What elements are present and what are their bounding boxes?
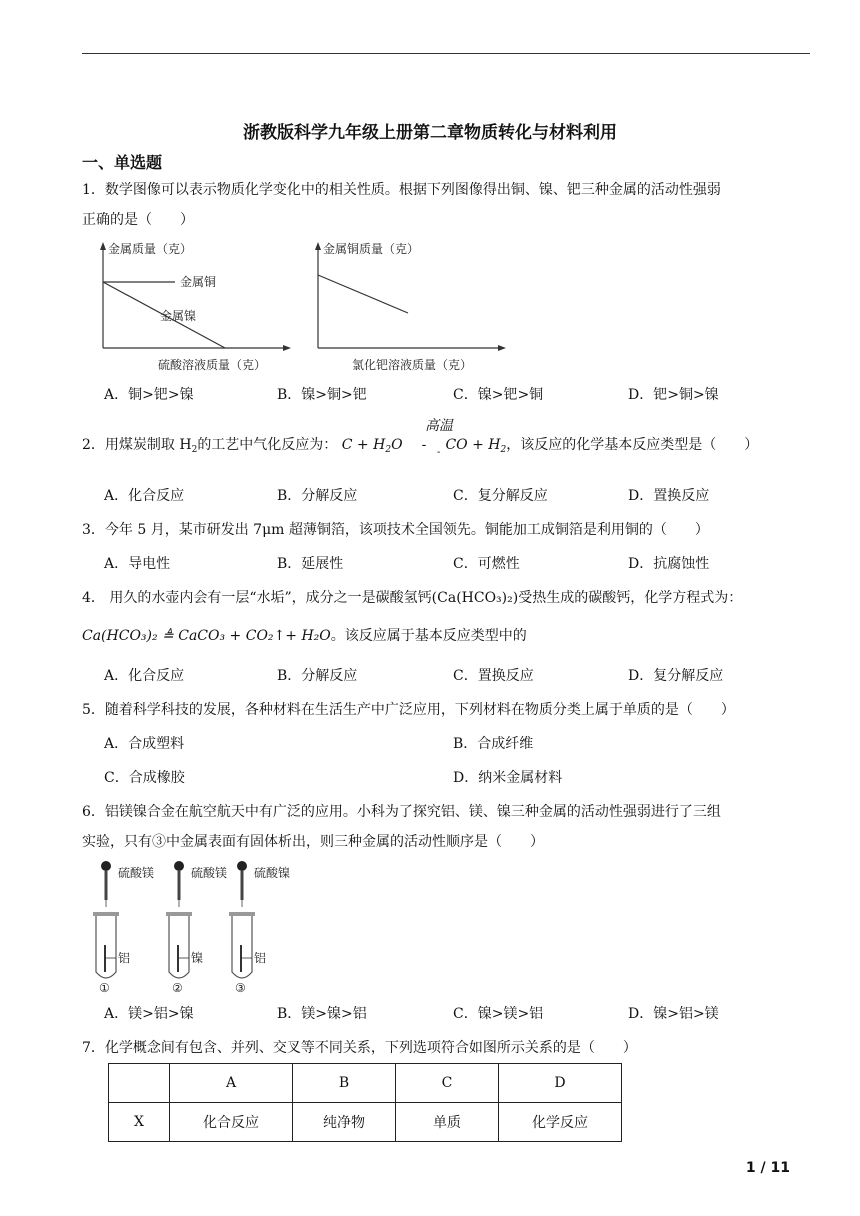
- q4-equation: Ca(HCO₃)₂ ≜ CaCO₃ + CO₂↑+ H₂O: [82, 628, 331, 644]
- q3-option-c: C．可燃性: [453, 556, 520, 572]
- q2-stem-pre: 2．用煤炭制取 H: [82, 437, 192, 453]
- graph2-ylabel: 金属铜质量（克）: [323, 242, 420, 256]
- q7-cell: X: [109, 1103, 170, 1142]
- q1-option-d: D．钯>铜>镍: [628, 387, 719, 403]
- q4-option-c: C．置换反应: [453, 668, 534, 684]
- q3-option-d: D．抗腐蚀性: [628, 556, 710, 572]
- q6-option-a: A．镁>铝>镍: [104, 1006, 194, 1022]
- q4-option-d: D．复分解反应: [628, 668, 724, 684]
- q1-option-b: B．镍>铜>钯: [277, 387, 367, 403]
- q2-eq-left: $C + H_2O$: [341, 437, 403, 455]
- tube-3: [229, 861, 290, 995]
- copper-mass-line: [318, 275, 408, 313]
- tube-3-metal: 铝: [254, 951, 267, 965]
- graph1-xlabel: 硫酸溶液质量（克）: [158, 358, 267, 372]
- q2-stem-post: ，该反应的化学基本反应类型是（ ）: [506, 437, 759, 453]
- q1-stem-line2: 正确的是（ ）: [82, 212, 194, 228]
- q1-stem-line1: 1．数学图像可以表示物质化学变化中的相关性质。根据下列图像得出铜、镍、钯三种金属的活动性强弱: [82, 182, 721, 198]
- q2-eq-underdash: -: [437, 447, 441, 458]
- q7-cell: 单质: [396, 1103, 499, 1142]
- q2-option-a: A．化合反应: [104, 488, 185, 504]
- page-title: 浙教版科学九年级上册第二章物质转化与材料利用: [243, 123, 617, 143]
- q7-header-cell: [109, 1064, 170, 1103]
- section-heading: 一、单选题: [82, 153, 163, 172]
- q6-option-d: D．镍>铝>镁: [628, 1006, 719, 1022]
- q4-option-b: B．分解反应: [277, 668, 358, 684]
- q7-table: [108, 1063, 622, 1142]
- graph2-xlabel: 氯化钯溶液质量（克）: [352, 358, 473, 372]
- tube-3-number: ③: [235, 981, 246, 995]
- tube-1-metal: 铝: [118, 951, 131, 965]
- q1-option-a: A．铜>钯>镍: [104, 387, 194, 403]
- q2-option-d: D．置换反应: [628, 488, 710, 504]
- q5-option-d: D．纳米金属材料: [453, 770, 563, 786]
- q2-eq-right: CO + $H_2$: [445, 437, 507, 455]
- question-2: 2．用煤炭制取 $H_2$的工艺中气化反应为： $C + H_2O$ - CO + $H_2$，该反应的化学基本反应类型是（ ）: [82, 437, 759, 455]
- tube-2-metal: 镍: [191, 951, 204, 965]
- q5-option-b: B．合成纤维: [453, 736, 534, 752]
- tube-2: [166, 861, 227, 995]
- q6-option-c: C．镍>镁>铝: [453, 1006, 544, 1022]
- q2-option-c: C．复分解反应: [453, 488, 548, 504]
- graph1-ylabel: 金属质量（克）: [108, 242, 193, 256]
- q2-stem-mid: 的工艺中气化反应为：: [197, 437, 338, 453]
- q6-stem-line2: 实验，只有③中金属表面有固体析出，则三种金属的活动性顺序是（ ）: [82, 834, 544, 850]
- q7-stem: 7．化学概念间有包含、并列、交叉等不同关系，下列选项符合如图所示关系的是（ ）: [82, 1040, 637, 1056]
- graph1-nickel-label: 金属镍: [160, 309, 197, 323]
- q4-equation-line: [82, 625, 527, 645]
- page-number: 1 / 11: [745, 1160, 790, 1176]
- q7-header-cell: D: [499, 1064, 622, 1103]
- q3-stem: 3．今年 5 月，某市研发出 7μm 超薄铜箔，该项技术全国领先。铜能加工成铜箔是利用铜的（ ）: [82, 522, 709, 538]
- tube-1-solution: 硫酸镁: [118, 866, 155, 880]
- q5-stem: 5．随着科学科技的发展，各种材料在生活生产中广泛应用，下列材料在物质分类上属于单质的是（ ）: [82, 702, 735, 718]
- q1-graphs: [90, 238, 520, 376]
- q4-stem: 4． 用久的水壶内会有一层“水垢”，成分之一是碳酸氢钙(Ca(HCO₃)₂)受热生成的碳酸钙，化学方程式为：: [82, 590, 743, 606]
- tube-3-solution: 硫酸镍: [254, 866, 291, 880]
- q6-test-tubes: [90, 860, 300, 995]
- q6-stem-line1: 6．铝镁镍合金在航空航天中有广泛的应用。小科为了探究铝、镁、镍三种金属的活动性强弱进行了三组: [82, 804, 721, 820]
- header-rule: [82, 53, 810, 54]
- q7-cell: 化学反应: [499, 1103, 622, 1142]
- q7-header-cell: A: [170, 1064, 293, 1103]
- q6-option-b: B．镁>镍>铝: [277, 1006, 367, 1022]
- q4-stem2: 。该反应属于基本反应类型中的: [330, 628, 527, 644]
- q2-option-b: B．分解反应: [277, 488, 358, 504]
- q3-option-a: A．导电性: [104, 556, 171, 572]
- q1-option-c: C．镍>钯>铜: [453, 387, 544, 403]
- tube-2-solution: 硫酸镁: [191, 866, 228, 880]
- q7-header-cell: B: [293, 1064, 396, 1103]
- q7-cell: 化合反应: [170, 1103, 293, 1142]
- q7-table-header-row: [109, 1064, 622, 1103]
- tube-1: [93, 861, 154, 995]
- graph1-copper-label: 金属铜: [180, 275, 217, 289]
- tube-2-number: ②: [172, 981, 183, 995]
- q5-option-a: A．合成塑料: [104, 736, 185, 752]
- q1-graph-2: [315, 241, 506, 372]
- q5-option-c: C．合成橡胶: [104, 770, 185, 786]
- tube-1-number: ①: [99, 981, 110, 995]
- q7-header-cell: C: [396, 1064, 499, 1103]
- q7-table-row: [109, 1103, 622, 1142]
- q4-option-a: A．化合反应: [104, 668, 185, 684]
- q1-graph-1: [100, 241, 291, 372]
- question-1: [82, 175, 812, 235]
- q2-eq-arrow: -: [421, 437, 427, 453]
- q2-condition: 高温: [425, 418, 453, 434]
- q7-cell: 纯净物: [293, 1103, 396, 1142]
- q3-option-b: B．延展性: [277, 556, 344, 572]
- question-6: [82, 797, 812, 857]
